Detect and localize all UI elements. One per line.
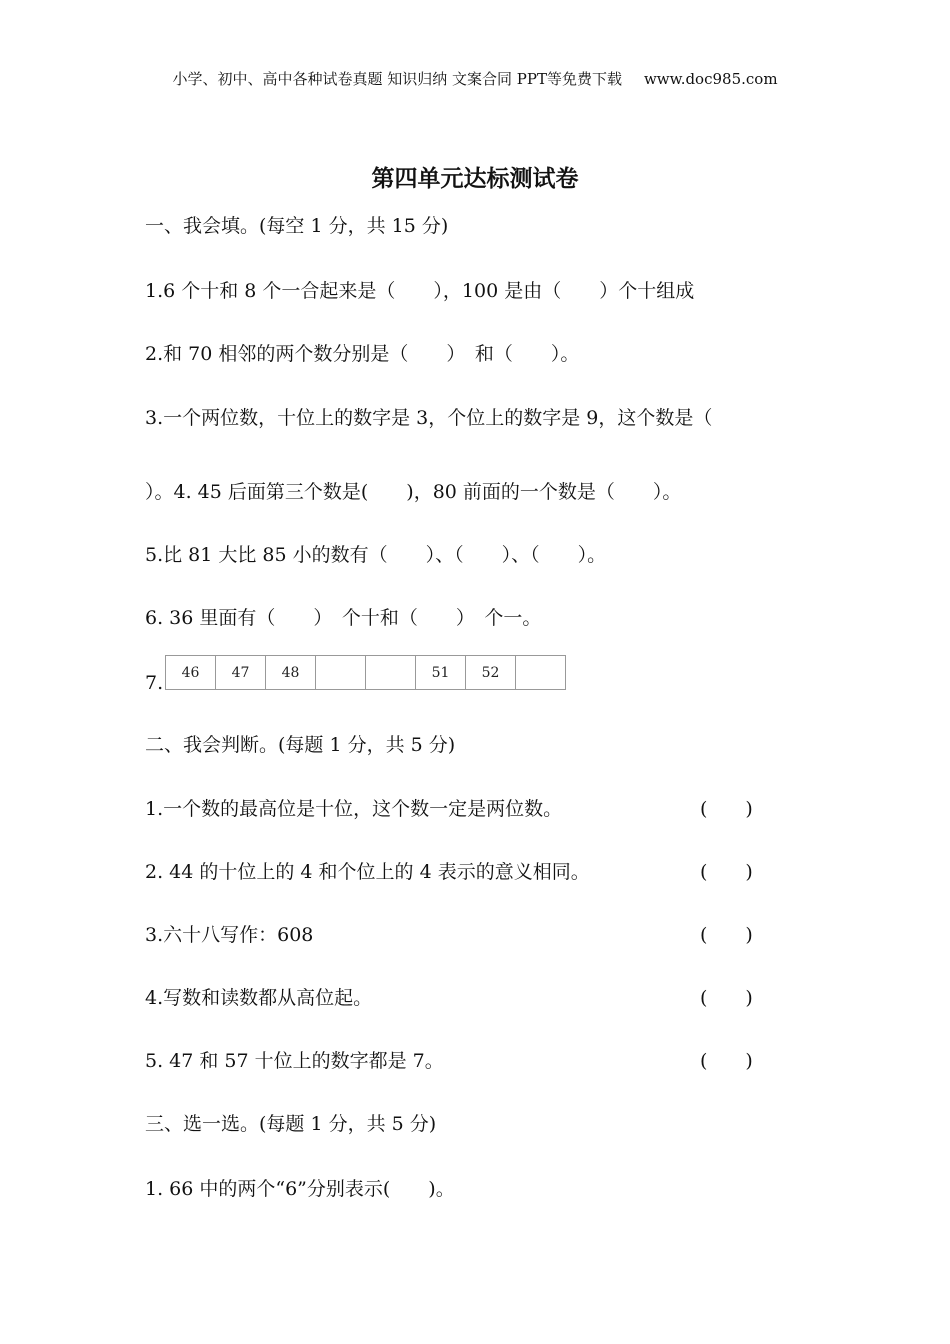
s3-question-1: 1. 66 中的两个“6”分别表示( )。: [145, 1178, 455, 1200]
s1-question-3-continued: ）。4. 45 后面第三个数是( )，80 前面的一个数是（ ）。: [145, 481, 682, 503]
s1-question-2: 2.和 70 相邻的两个数分别是（ ） 和（ ）。: [145, 343, 580, 365]
s2-item-1: 1.一个数的最高位是十位，这个数一定是两位数。: [145, 798, 563, 820]
sequence-cell-blank[interactable]: [366, 656, 416, 689]
s2-item-4: 4.写数和读数都从高位起。: [145, 987, 373, 1009]
s2-item-3-answer[interactable]: ( ): [700, 924, 753, 946]
page-header: [0, 68, 950, 89]
number-sequence-table: [165, 655, 566, 690]
section3-heading: 三、选一选。(每题 1 分，共 5 分): [145, 1113, 437, 1135]
s1-question-6: 6. 36 里面有（ ） 个十和（ ） 个一。: [145, 607, 542, 629]
s2-item-1-answer[interactable]: ( ): [700, 798, 753, 820]
s1-question-7-label: 7.: [145, 672, 164, 694]
sequence-cell: 48: [266, 656, 316, 689]
section2-heading: 二、我会判断。(每题 1 分，共 5 分): [145, 734, 456, 756]
s2-item-5-answer[interactable]: ( ): [700, 1050, 753, 1072]
s1-question-5: 5.比 81 大比 85 小的数有（ ）、（ ）、（ ）。: [145, 544, 607, 566]
s1-question-1: 1.6 个十和 8 个一合起来是（ ），100 是由（ ）个十组成: [145, 280, 695, 302]
s2-item-2-answer[interactable]: ( ): [700, 861, 753, 883]
header-left-text: 小学、初中、高中各种试卷真题 知识归纳 文案合同 PPT等免费下载: [172, 70, 622, 88]
sequence-cell: 46: [166, 656, 216, 689]
sequence-cell: 51: [416, 656, 466, 689]
header-website: www.doc985.com: [643, 70, 778, 88]
s1-question-3: 3.一个两位数，十位上的数字是 3，个位上的数字是 9，这个数是（: [145, 407, 713, 429]
s2-item-5: 5. 47 和 57 十位上的数字都是 7。: [145, 1050, 444, 1072]
sequence-cell-blank[interactable]: [316, 656, 366, 689]
s2-item-3: 3.六十八写作：608: [145, 924, 314, 946]
s2-item-4-answer[interactable]: ( ): [700, 987, 753, 1009]
sequence-cell-blank[interactable]: [516, 656, 566, 689]
sequence-cell: 47: [216, 656, 266, 689]
section1-heading: 一、我会填。(每空 1 分，共 15 分): [145, 215, 449, 237]
page-title: 第四单元达标测试卷: [371, 166, 579, 192]
sequence-cell: 52: [466, 656, 516, 689]
s2-item-2: 2. 44 的十位上的 4 和个位上的 4 表示的意义相同。: [145, 861, 590, 883]
